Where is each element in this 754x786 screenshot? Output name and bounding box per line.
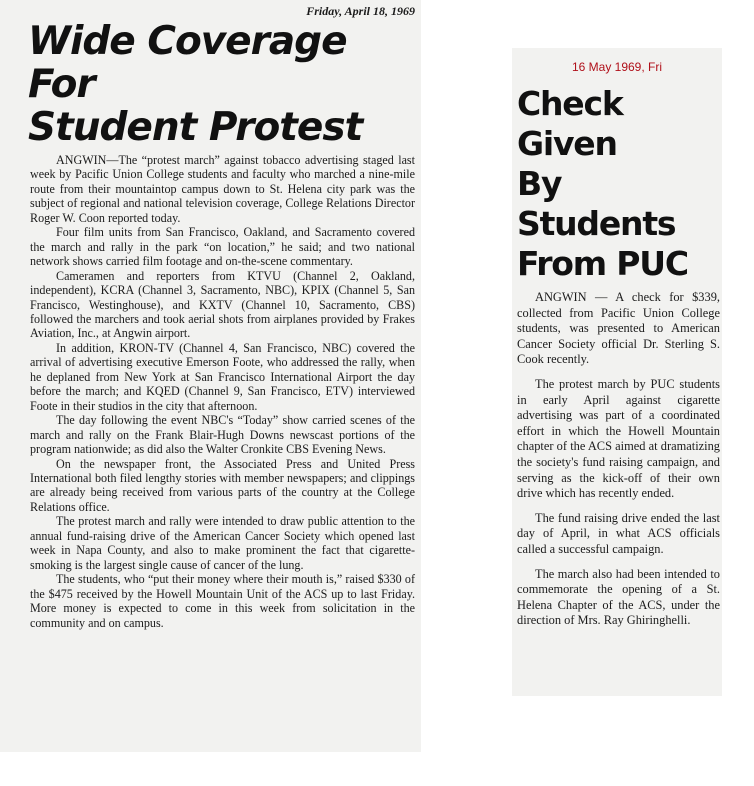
article-paragraph: In addition, KRON-TV (Channel 4, San Francisco, NBC) covered the arrival of advertising executive Emerson Foote, who addressed the rally, when he deplaned from New York at San Francisco International Airport the day before the march; and KQED (Channel 9, San Francisco, ETV) interviewed Foote in their studios in the city that afternoon.: [30, 340, 415, 413]
newspaper-clipping-right: [512, 48, 722, 696]
clipping-dateline: Friday, April 18, 1969: [306, 4, 415, 18]
article-paragraph: Cameramen and reporters from KTVU (Channel 2, Oakland, independent), KCRA (Channel 3, Sacramento, NBC), KPIX (Channel 5, San Francisco, Westinghouse), and KXTV (Channel 10, Sacramento, CBS) followed the marchers and took aerial shots from airplanes provided by Frakes Aviation, Inc., at Angwin airport.: [30, 268, 415, 341]
article-paragraph: The protest march by PUC students in early April against cigarette advertising was part of a coordinated effort in which the Howell Mountain chapter of the ACS aimed at dramatizing the society's fund raising campaign, and serving as the kick-off of their own drive which has recently ended.: [517, 376, 720, 501]
headline-line-1: Check Given: [517, 84, 623, 163]
article-headline: [28, 20, 415, 149]
headline-line-1: Wide Coverage For: [28, 19, 347, 107]
headline-line-3: From PUC: [517, 244, 688, 283]
article-body: [517, 290, 722, 629]
article-paragraph: Four film units from San Francisco, Oakland, and Sacramento covered the march and rally in the park “on location,” he said; and two national network shows carried film footage and on-the-scene commentary.: [30, 225, 415, 269]
article-paragraph: ANGWIN—The “protest march” against tobacco advertising staged last week by Pacific Union College students and faculty who marched a nine-mile route from their mountaintop campus down to St. Helena city park was the subject of regional and national television coverage, College Relations Director Roger W. Coon reported today.: [30, 153, 415, 225]
article-paragraph: ANGWIN — A check for $339, collected from Pacific Union College students, was presented to American Cancer Society official Dr. Sterling S. Cook recently.: [517, 290, 720, 367]
headline-line-2: By Students: [517, 164, 676, 243]
article-paragraph: The protest march and rally were intended to draw public attention to the annual fund-raising drive of the American Cancer Society which opened last week in Napa County, and also to make prominent the fact that cigarette-smoking is the largest single cause of cancer of the lung.: [30, 514, 415, 572]
article-paragraph: The day following the event NBC's “Today” show carried scenes of the march and rally on the Frank Blair-Hugh Downs newscast portions of the program nationwide; as did also the Walter Cronkite CBS Evening News.: [30, 413, 415, 457]
article-paragraph: On the newspaper front, the Associated Press and United Press International both filed lengthy stories with member newspapers; and clippings are already being received from various parts of the country at the College Relations office.: [30, 456, 415, 514]
article-paragraph: The march also had been intended to commemorate the opening of a St. Helena Chapter of the ACS, under the direction of Mrs. Ray Ghiringhelli.: [517, 566, 720, 628]
headline-line-2: Student Protest: [28, 105, 363, 150]
article-headline: [517, 84, 722, 284]
clipping-date-stamp: 16 May 1969, Fri: [571, 60, 663, 74]
article-body: [30, 153, 415, 630]
article-paragraph: The students, who “put their money where their mouth is,” raised $330 of the $475 received by the Howell Mountain Unit of the ACS up to last Friday. More money is expected to come in this week from solicitation in the community and on campus.: [30, 572, 415, 630]
article-paragraph: The fund raising drive ended the last day of April, in what ACS officials called a successful campaign.: [517, 510, 720, 556]
